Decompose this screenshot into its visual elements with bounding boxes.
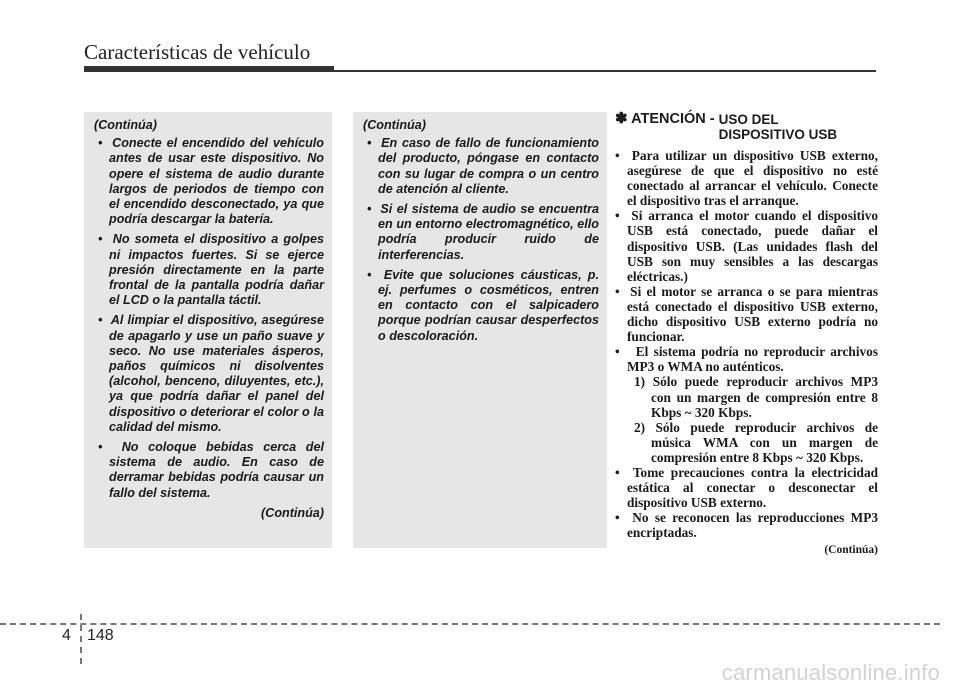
usb-notice-item: • Si el motor se arranca o se para mientras está conectado el dispositivo USB externo, dicho dispositivo USB externo podría no funcionar.	[615, 284, 878, 344]
caution-item: • No coloque bebidas cerca del sistema de audio. En caso de derramar bebidas podría causar un fallo del sistema.	[94, 440, 324, 501]
usb-notice-text: El sistema podría no reproducir archivos MP3 o WMA no auténticos.	[627, 344, 878, 375]
usb-notice-section	[615, 110, 878, 559]
usb-notice-item: • Tome precauciones contra la electricidad estática al conectar o desconectar el dispositivo USB externo.	[615, 465, 878, 510]
continued-heading: (Continúa)	[94, 118, 157, 132]
usb-notice-item	[615, 344, 878, 465]
footer-dashed-rule	[0, 623, 940, 625]
section-number: 4	[62, 627, 71, 644]
usb-sub-item: 2) Sólo puede reproducir archivos de música WMA con un margen de compresión entre 8 Kbps ~ 320 Kbps.	[634, 419, 878, 465]
usb-sub-list	[627, 374, 878, 465]
caution-item: • Conecte el encendido del vehículo antes de usar este dispositivo. No opere el sistema de audio durante largos de periodos de tiempo con el encendido desconectado, ya que podría descargar la batería.	[94, 136, 324, 227]
attention-heading	[615, 110, 878, 142]
caution-list	[94, 136, 324, 501]
header-rule-thin	[334, 70, 876, 72]
usb-sub-item: 1) Sólo puede reproducir archivos MP3 con un margen de compresión entre 8 Kbps ~ 320 Kbps.	[634, 374, 878, 420]
caution-box-middle	[353, 112, 607, 548]
caution-item: • No someta el dispositivo a golpes ni impactos fuertes. Si se ejerce presión directamente en la parte frontal de la pantalla podría dañar el LCD o la pantalla táctil.	[94, 232, 324, 308]
caution-item: • En caso de fallo de funcionamiento del producto, póngase en contacto con su lugar de compra o un centro de atención al cliente.	[363, 136, 599, 197]
caution-item: • Si el sistema de audio se encuentra en un entorno electromagnético, ello podría producir ruido de interferencias.	[363, 202, 599, 263]
continued-heading: (Continúa)	[363, 118, 426, 132]
attention-label: ATENCIÓN -	[631, 111, 715, 127]
page-number: 148	[87, 627, 114, 644]
continued-footer: (Continúa)	[824, 544, 878, 557]
usb-notice-item: • Para utilizar un dispositivo USB externo, asegúrese de que el dispositivo no esté conectado al arrancar el vehículo. Conecte el dispositivo tras el arranque.	[615, 148, 878, 208]
caution-item: • Evite que soluciones cáusticas, p. ej. perfumes o cosméticos, entren en contacto con el salpicadero porque podrían causar desperfectos o descoloración.	[363, 268, 599, 344]
caution-item: • Al limpiar el dispositivo, asegúrese de apagarlo y use un paño suave y seco. No use materiales ásperos, paños químicos ni disolventes (alcohol, benceno, diluyentes, etc.), ya que podría dañar el panel del dispositivo o deteriorar el color o la calidad del mismo.	[94, 313, 324, 435]
caution-list	[363, 136, 599, 344]
usb-notice-list	[615, 148, 878, 540]
asterisk-icon: ✽	[615, 110, 628, 127]
page-header-title: Características de vehículo	[84, 40, 311, 64]
header-rule-thick	[84, 66, 334, 72]
footer-dashed-divider	[80, 614, 82, 664]
continued-footer: (Continúa)	[261, 505, 324, 520]
usb-notice-item: • Si arranca el motor cuando el dispositivo USB está conectado, puede dañar el dispositivo USB. (Las unidades flash del USB son muy sensibles a las descargas eléctricas.)	[615, 208, 878, 283]
usb-notice-item: • No se reconocen las reproducciones MP3 encriptadas.	[615, 510, 878, 540]
attention-topic: USO DEL DISPOSITIVO USB	[718, 112, 838, 142]
caution-box-left	[84, 112, 332, 548]
watermark: carmanualsonline.info	[721, 660, 940, 685]
